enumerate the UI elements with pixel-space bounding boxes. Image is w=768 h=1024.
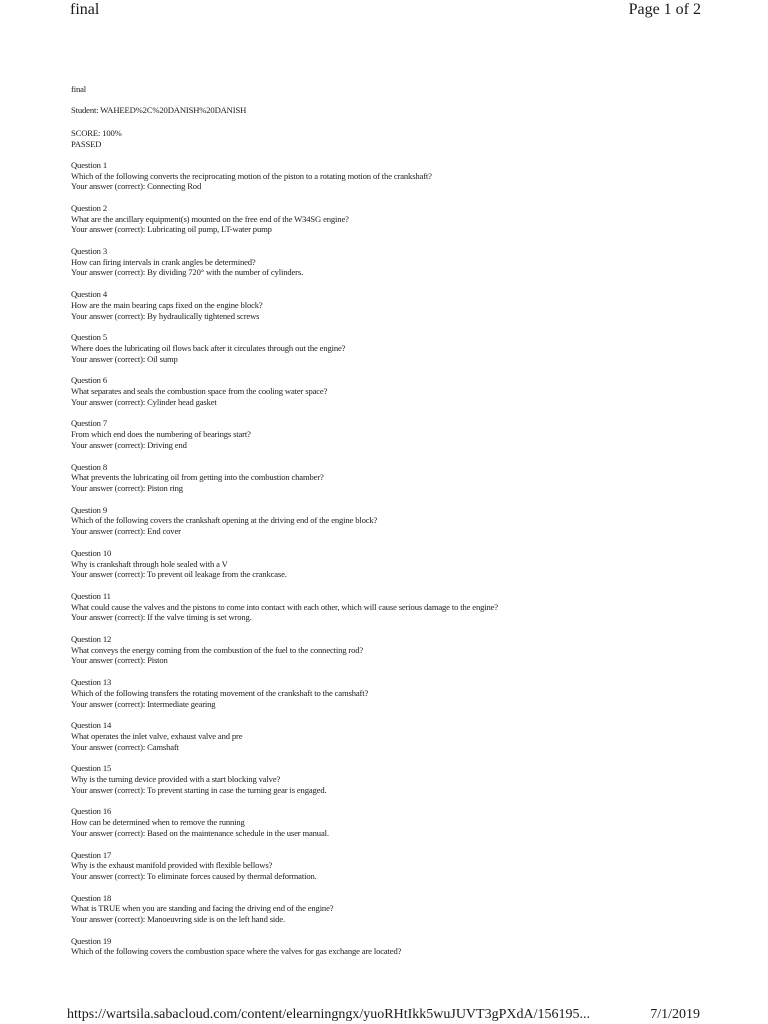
answer-text: Your answer (correct): Driving end xyxy=(71,439,187,450)
question-text: From which end does the numbering of bearings start? xyxy=(71,429,251,440)
question-label: Question 11 xyxy=(71,590,111,601)
question-item xyxy=(71,893,711,925)
question-text: Why is crankshaft through hole sealed with a V xyxy=(71,558,228,569)
question-list xyxy=(71,160,711,957)
question-item xyxy=(71,806,711,838)
question-text: How can be determined when to remove the running xyxy=(71,817,245,828)
page-number: Page 1 of 2 xyxy=(628,1,701,18)
answer-text: Your answer (correct): Manoeuvring side is on the left hand side. xyxy=(71,914,285,925)
question-text: Where does the lubricating oil flows back after it circulates through out the engine? xyxy=(71,342,346,353)
question-item xyxy=(71,548,711,580)
question-text: Why is the exhaust manifold provided with flexible bellows? xyxy=(71,860,273,871)
question-label: Question 17 xyxy=(71,849,112,860)
question-item xyxy=(71,160,711,192)
question-item xyxy=(71,591,711,623)
question-text: What are the ancillary equipment(s) mounted on the free end of the W34SG engine? xyxy=(71,213,349,224)
question-label: Question 12 xyxy=(71,634,112,645)
answer-text: Your answer (correct): To prevent oil leakage from the crankcase. xyxy=(71,569,287,580)
question-item xyxy=(71,246,711,278)
answer-text: Your answer (correct): Based on the maintenance schedule in the user manual. xyxy=(71,827,329,838)
question-item xyxy=(71,936,711,957)
question-item xyxy=(71,375,711,407)
student-name: Student: WAHEED%2C%20DANISH%20DANISH xyxy=(71,104,247,115)
question-text: Which of the following transfers the rotating movement of the crankshaft to the camshaft? xyxy=(71,687,369,698)
question-label: Question 2 xyxy=(71,202,107,213)
document-body xyxy=(71,84,711,957)
question-text: What prevents the lubricating oil from getting into the combustion chamber? xyxy=(71,472,324,483)
question-label: Question 9 xyxy=(71,504,107,515)
score: SCORE: 100% xyxy=(71,128,122,139)
answer-text: Your answer (correct): Piston xyxy=(71,655,168,666)
question-item xyxy=(71,720,711,752)
answer-text: Your answer (correct): If the valve timing is set wrong. xyxy=(71,612,252,623)
question-item xyxy=(71,677,711,709)
question-item xyxy=(71,462,711,494)
question-text: Which of the following converts the reciprocating motion of the piston to a rotating motion of the crankshaft? xyxy=(71,170,432,181)
question-label: Question 1 xyxy=(71,159,107,170)
answer-text: Your answer (correct): Intermediate gearing xyxy=(71,698,216,709)
question-text: What operates the inlet valve, exhaust valve and pre xyxy=(71,730,243,741)
answer-text: Your answer (correct): Oil sump xyxy=(71,353,178,364)
question-text: What conveys the energy coming from the combustion of the fuel to the connecting rod? xyxy=(71,644,364,655)
page-url: https://wartsila.sabacloud.com/content/elearningngx/yuoRHtIkk5wuJUVT3gPXdA/156195... xyxy=(67,1007,590,1022)
question-label: Question 18 xyxy=(71,892,112,903)
question-label: Question 10 xyxy=(71,547,112,558)
answer-text: Your answer (correct): End cover xyxy=(71,526,181,537)
question-text: How can firing intervals in crank angles be determined? xyxy=(71,256,256,267)
question-label: Question 8 xyxy=(71,461,107,472)
question-item xyxy=(71,763,711,795)
question-text: Which of the following covers the combustion space where the valves for gas exchange are located? xyxy=(71,946,402,957)
answer-text: Your answer (correct): By dividing 720° with the number of cylinders. xyxy=(71,267,304,278)
question-text: What could cause the valves and the pistons to come into contact with each other, which will cause serious damage to the engine? xyxy=(71,601,498,612)
question-label: Question 3 xyxy=(71,246,107,257)
question-label: Question 14 xyxy=(71,720,112,731)
question-text: Which of the following covers the crankshaft opening at the driving end of the engine block? xyxy=(71,515,378,526)
question-label: Question 6 xyxy=(71,375,107,386)
question-label: Question 15 xyxy=(71,763,112,774)
question-item xyxy=(71,634,711,666)
answer-text: Your answer (correct): Cylinder head gasket xyxy=(71,396,217,407)
question-item xyxy=(71,850,711,882)
question-item xyxy=(71,418,711,450)
answer-text: Your answer (correct): To eliminate forces caused by thermal deformation. xyxy=(71,870,317,881)
pass-status: PASSED xyxy=(71,139,102,150)
document-title: final xyxy=(71,84,86,94)
question-text: Why is the turning device provided with a start blocking valve? xyxy=(71,774,281,785)
question-text: What is TRUE when you are standing and facing the driving end of the engine? xyxy=(71,903,334,914)
print-date: 7/1/2019 xyxy=(650,1007,700,1022)
question-label: Question 7 xyxy=(71,418,107,429)
question-label: Question 19 xyxy=(71,935,112,946)
question-item xyxy=(71,203,711,235)
print-header-title: final xyxy=(70,1,100,18)
answer-text: Your answer (correct): Connecting Rod xyxy=(71,181,202,192)
question-label: Question 4 xyxy=(71,289,107,300)
question-label: Question 16 xyxy=(71,806,112,817)
question-text: What separates and seals the combustion space from the cooling water space? xyxy=(71,386,328,397)
answer-text: Your answer (correct): To prevent starting in case the turning gear is engaged. xyxy=(71,784,327,795)
question-text: How are the main bearing caps fixed on the engine block? xyxy=(71,299,263,310)
question-label: Question 13 xyxy=(71,677,112,688)
question-label: Question 5 xyxy=(71,332,107,343)
answer-text: Your answer (correct): Piston ring xyxy=(71,482,183,493)
question-item xyxy=(71,332,711,364)
answer-text: Your answer (correct): By hydraulically tightened screws xyxy=(71,310,260,321)
answer-text: Your answer (correct): Lubricating oil pump, LT-water pump xyxy=(71,224,272,235)
question-item xyxy=(71,505,711,537)
question-item xyxy=(71,289,711,321)
answer-text: Your answer (correct): Camshaft xyxy=(71,741,179,752)
